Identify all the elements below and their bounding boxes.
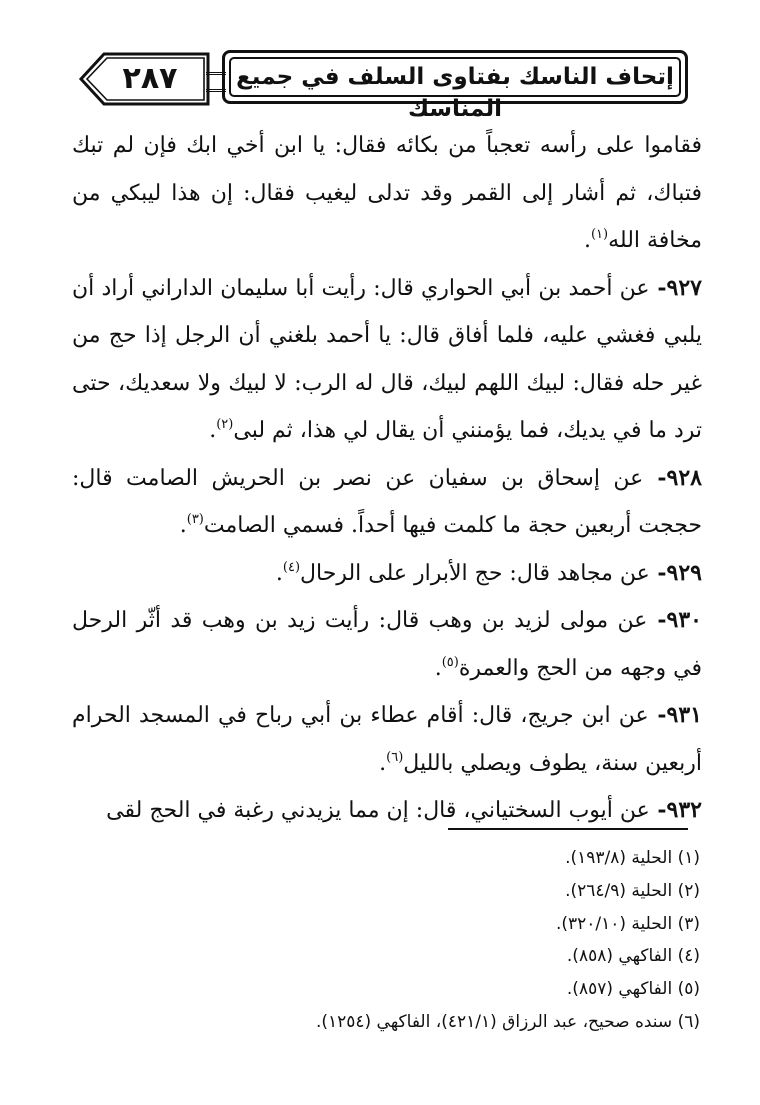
page-number-badge bbox=[78, 52, 210, 106]
footnote-ref: (٦) bbox=[386, 749, 404, 765]
main-text bbox=[72, 122, 702, 835]
entry-number: ٩٣٠- bbox=[647, 607, 702, 633]
footnote-item: (٥) الفاكهي (٨٥٧). bbox=[566, 979, 700, 1000]
paragraph-text: عن إسحاق بن سفيان عن نصر بن الحريش الصامت قال: حججت أربعين حجة ما كلمت فيها أحداً. فسمي الصامت bbox=[72, 465, 702, 538]
footnote-separator bbox=[448, 828, 688, 830]
paragraph: ٩٣١- عن ابن جريج، قال: أقام عطاء بن أبي رباح في المسجد الحرام أربعين سنة، يطوف ويصلي بالليل$^{(٦)}$. bbox=[72, 702, 702, 776]
entry-number: ٩٢٧- bbox=[649, 274, 702, 301]
paragraph: ٩٢٩- عن مجاهد قال: حج الأبرار على الرحال$^{(٤)}$. bbox=[275, 559, 702, 586]
book-title-frame bbox=[222, 50, 688, 122]
paragraph-text: عن أيوب السختياني، قال: إن مما يزيدني رغبة في الحج لقى bbox=[106, 798, 650, 823]
footnote-ref: (٥) bbox=[441, 654, 459, 670]
footnote-item: (٤) الفاكهي (٨٥٨). bbox=[566, 946, 700, 967]
footnotes bbox=[200, 842, 700, 1039]
footnote-ref: (٤) bbox=[282, 559, 301, 575]
entry-number: ٩٣١- bbox=[648, 702, 702, 728]
paragraph: ٩٢٧- عن أحمد بن أبي الحواري قال: رأيت أبا سليمان الداراني أراد أن يلبي فغشي عليه، فلما أفاق قال: يا أحمد بلغني أن الرجل إذا حج من غير حله فقال: لبيك اللهم لبيك، قال له الرب: لا لبيك ولا سعديك، حتى ترد ما في يديك، فما يؤمنني أن يقال لي هذا، ثم لبى$^{(٢)}$. bbox=[72, 274, 702, 443]
paragraph: ٩٢٨- عن إسحاق بن سفيان عن نصر بن الحريش الصامت قال: حججت أربعين حجة ما كلمت فيها أحداً. فسمي الصامت$^{(٣)}$. bbox=[72, 464, 702, 538]
footnote-item: (٣) الحلية (٣٢٠/١٠). bbox=[555, 913, 700, 934]
footnote-ref: (٢) bbox=[216, 417, 234, 432]
paragraph-text: فقاموا على رأسه تعجباً من بكائه فقال: يا ابن أخي ابك فإن لم تبك فتباك، ثم أشار إلى القمر وقد تدلى ليغيب فقال: إن هذا ليبكي من مخافة الله bbox=[72, 133, 702, 253]
footnote-ref: (٣) bbox=[186, 512, 204, 527]
paragraph-text: عن مجاهد قال: حج الأبرار على الرحال bbox=[300, 560, 650, 586]
paragraph: فقاموا على رأسه تعجباً من بكائه فقال: يا ابن أخي ابك فإن لم تبك فتباك، ثم أشار إلى القمر وقد تدلى ليغيب فقال: إن هذا ليبكي من مخافة الله$^{(١)}$. bbox=[72, 133, 702, 253]
footnote-item: (٦) سنده صحيح، عبد الرزاق (٤٢١/١)، الفاكهي (١٢٥٤). bbox=[315, 1011, 700, 1032]
footnote-item: (٢) الحلية (٢٦٤/٩). bbox=[565, 880, 700, 901]
page-header bbox=[78, 50, 690, 122]
paragraph-text: عن أحمد بن أبي الحواري قال: رأيت أبا سليمان الداراني أراد أن يلبي فغشي عليه، فلما أفاق قال: يا أحمد بلغني أن الرجل إذا حج من غير حله فقال: لبيك اللهم لبيك، قال له الرب: لا لبيك ولا سعديك، حتى ترد ما في يديك، فما يؤمنني أن يقال لي هذا، ثم لبى bbox=[72, 275, 702, 443]
page-number: ٢٨٧ bbox=[122, 61, 178, 96]
footnote-item: (١) الحلية (١٩٣/٨). bbox=[565, 848, 700, 868]
paragraph: ٩٣٠- عن مولى لزيد بن وهب قال: رأيت زيد بن وهب قد أثّر الرحل في وجهه من الحج والعمرة$^{(٥)}$. bbox=[72, 607, 702, 681]
paragraph-text: عن ابن جريج، قال: أقام عطاء بن أبي رباح في المسجد الحرام أربعين سنة، يطوف ويصلي بالليل bbox=[72, 703, 702, 776]
entry-number: ٩٣٢- bbox=[649, 797, 702, 823]
book-title: إتحاف الناسك بفتاوى السلف في جميع المناسك bbox=[236, 64, 674, 122]
entry-number: ٩٢٨- bbox=[643, 464, 702, 491]
paragraph-text: عن مولى لزيد بن وهب قال: رأيت زيد بن وهب قد أثّر الرحل في وجهه من الحج والعمرة bbox=[72, 608, 702, 681]
footnote-ref: (١) bbox=[590, 227, 609, 242]
entry-number: ٩٢٩- bbox=[649, 559, 702, 586]
